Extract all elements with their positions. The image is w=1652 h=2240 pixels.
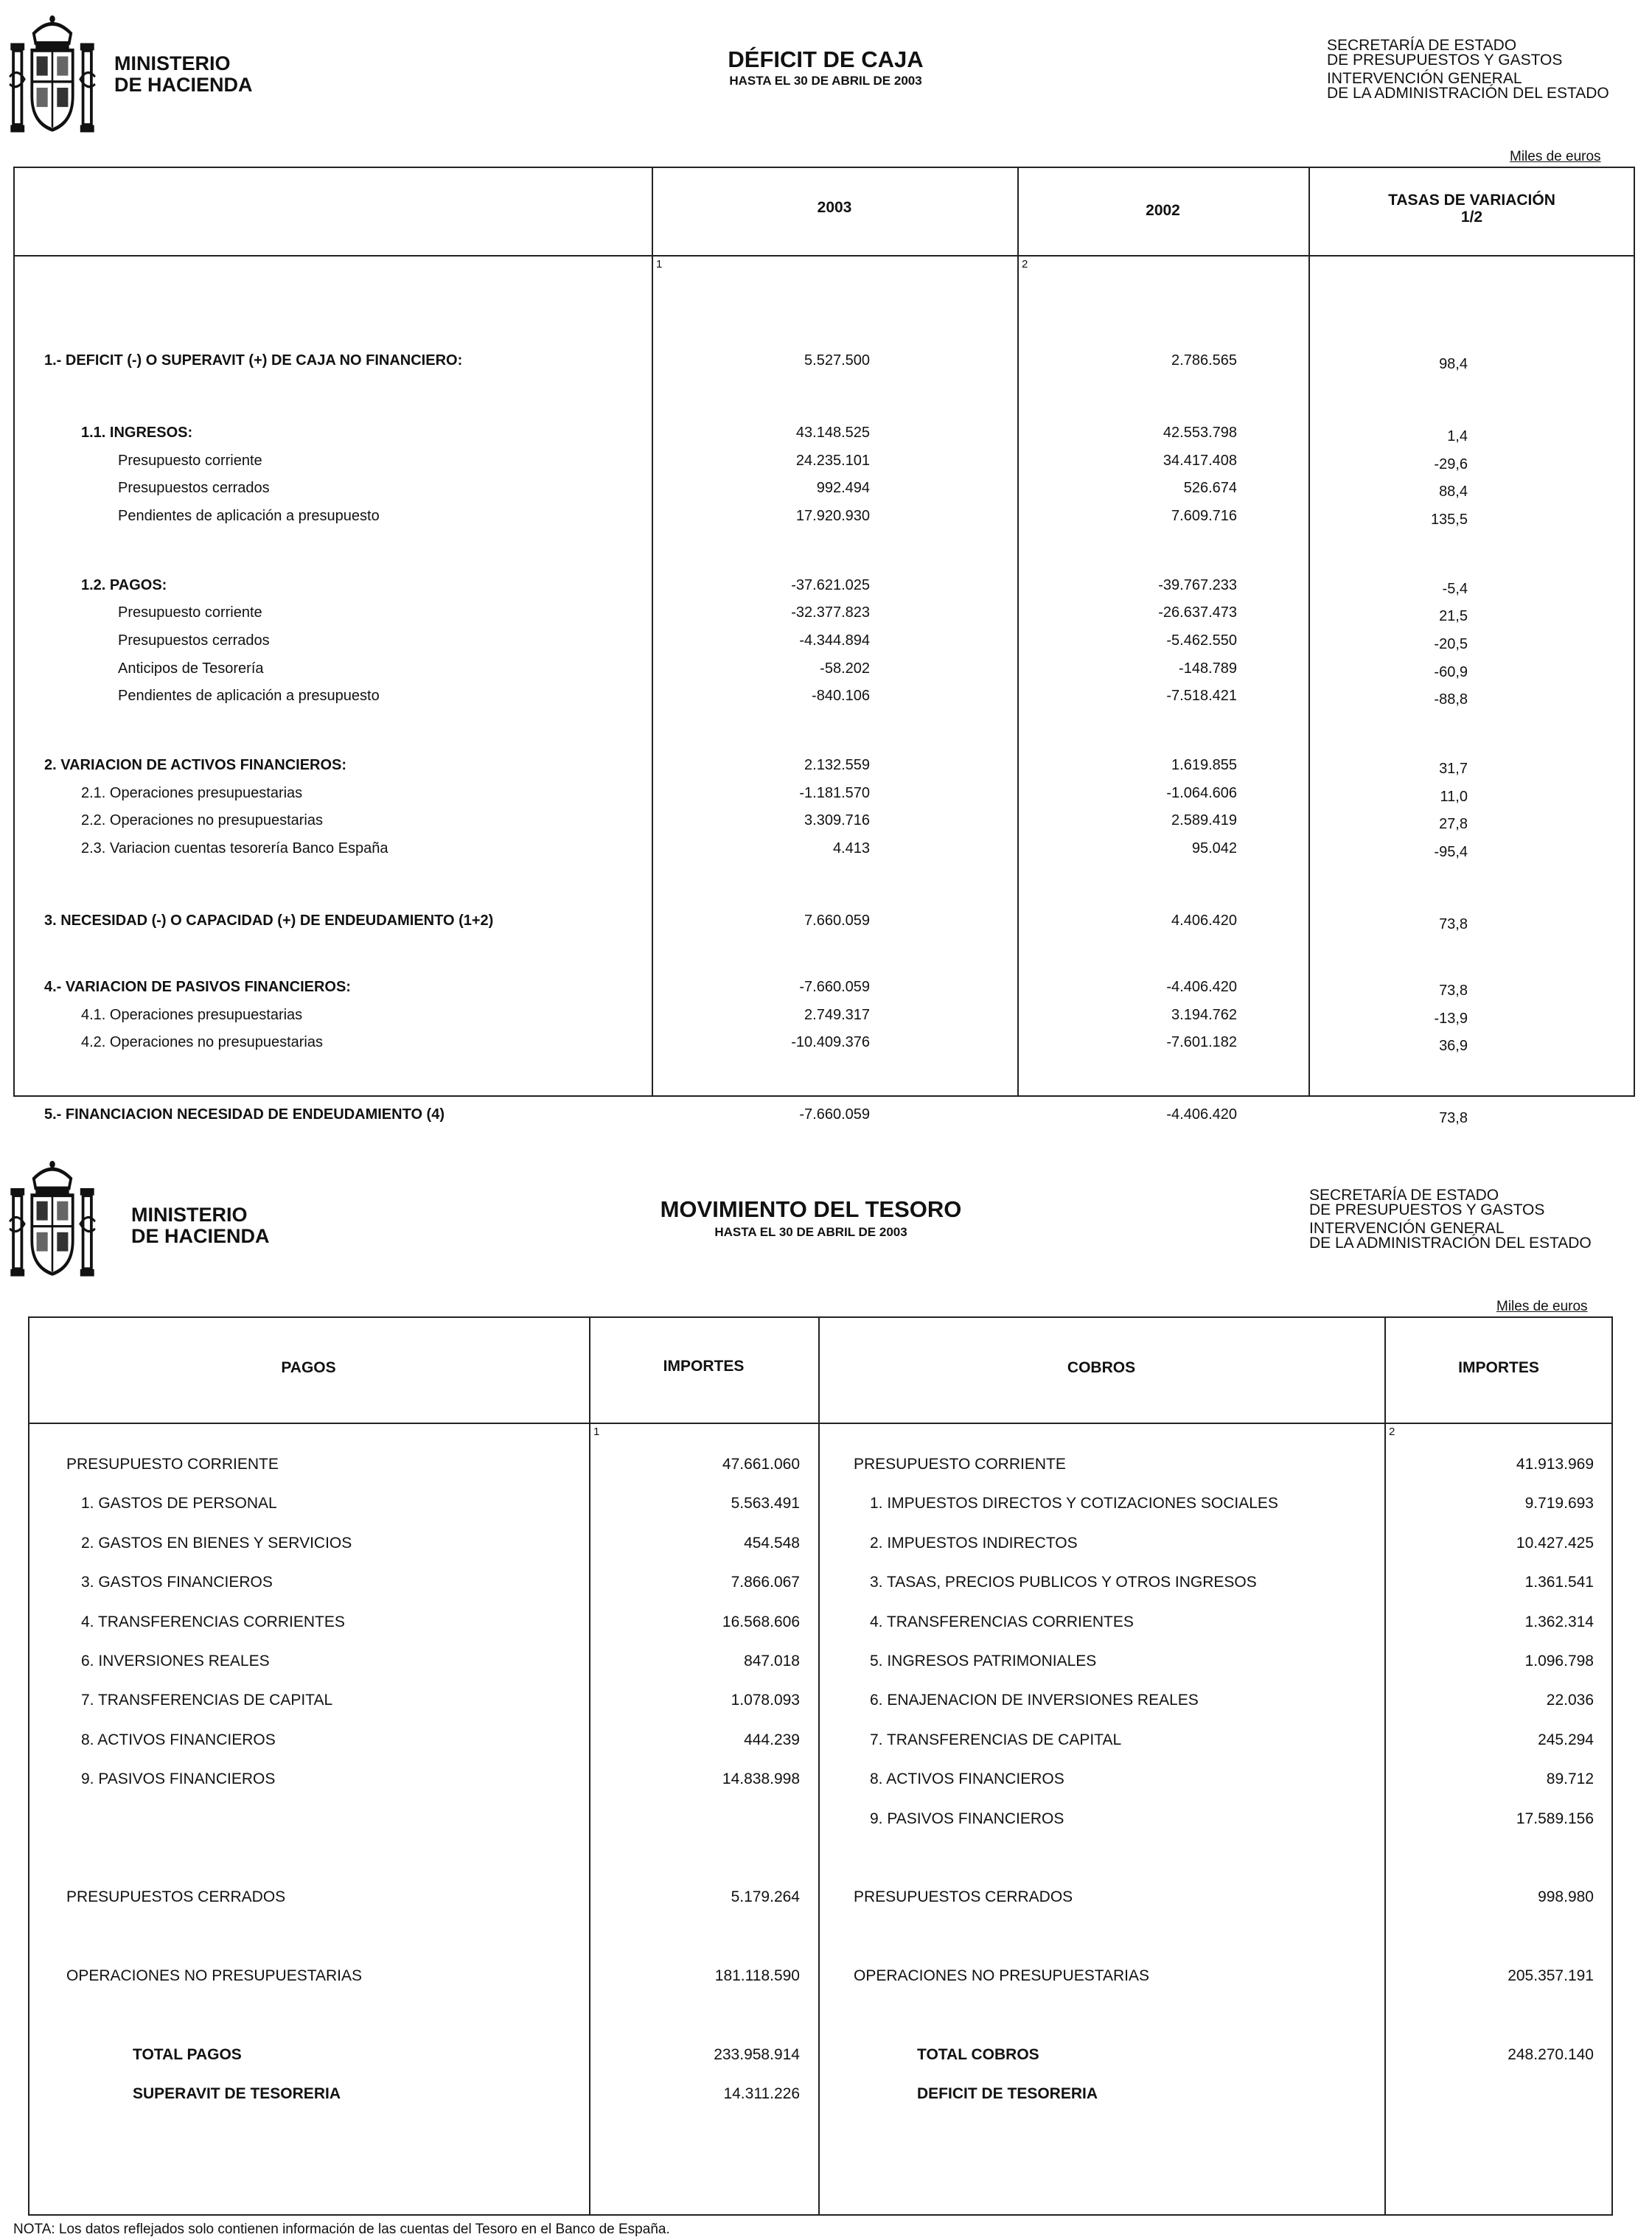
value-2002: -4.406.420 [1166, 1106, 1237, 1123]
row-label: 4.1. Operaciones presupuestarias [81, 1006, 303, 1023]
cobros-label: PRESUPUESTO CORRIENTE [854, 1456, 1066, 1473]
table-row [0, 1493, 1652, 1515]
value-2002: 7.609.716 [1171, 507, 1237, 524]
pagos-importe: 14.311.226 [723, 2085, 800, 2103]
cobros-label: TOTAL COBROS [917, 2046, 1039, 2063]
table-row [0, 910, 1652, 931]
agency-line-2: DE PRESUPUESTOS Y GASTOS [1327, 52, 1563, 69]
pagos-label: 9. PASIVOS FINANCIEROS [81, 1770, 276, 1788]
cobros-importe: 89.712 [1546, 1770, 1594, 1788]
value-tasa-variacion: -20,5 [1434, 635, 1468, 652]
agency-block [1327, 38, 1609, 101]
value-2002: 34.417.408 [1163, 452, 1237, 469]
ministry-line-2: DE HACIENDA [114, 74, 253, 96]
table-row [0, 1005, 1652, 1025]
table-row [0, 1965, 1652, 1987]
table-row [0, 1611, 1652, 1633]
table-row [0, 685, 1652, 706]
value-2002: 3.194.762 [1171, 1006, 1237, 1023]
table-row [0, 2083, 1652, 2105]
row-label: 2. VARIACION DE ACTIVOS FINANCIEROS: [44, 757, 347, 774]
value-2003: -32.377.823 [791, 604, 870, 621]
value-2003: -7.660.059 [799, 978, 870, 995]
ministry-line-2: DE HACIENDA [131, 1225, 270, 1247]
value-2003: -7.660.059 [799, 1106, 870, 1123]
table-row [0, 575, 1652, 596]
row-label: Pendientes de aplicación a presupuesto [118, 507, 380, 524]
row-label: 1.1. INGRESOS: [81, 424, 193, 441]
table-row [0, 1104, 1652, 1125]
value-2002: -148.789 [1179, 660, 1237, 677]
value-tasa-variacion: 88,4 [1439, 484, 1468, 500]
row-label: 2.1. Operaciones presupuestarias [81, 784, 303, 801]
table-row [0, 1571, 1652, 1594]
table-row [0, 1650, 1652, 1672]
header-2002: 2002 [1146, 202, 1180, 219]
value-2003: 17.920.930 [795, 507, 870, 524]
table-row [0, 783, 1652, 803]
header-cobros: COBROS [1067, 1359, 1136, 1376]
value-2002: -7.518.421 [1166, 688, 1237, 705]
table-row [0, 755, 1652, 778]
row-label: 3. NECESIDAD (-) O CAPACIDAD (+) DE ENDEUDAMIENTO (1+2) [44, 912, 494, 929]
value-tasa-variacion: 31,7 [1439, 761, 1468, 778]
pagos-importe: 181.118.590 [714, 1967, 800, 1985]
pagos-label: PRESUPUESTO CORRIENTE [66, 1456, 279, 1473]
value-2002: -26.637.473 [1158, 604, 1237, 621]
cobros-importe: 41.913.969 [1516, 1456, 1594, 1473]
pagos-label: 7. TRANSFERENCIAS DE CAPITAL [81, 1692, 333, 1709]
footnote: NOTA: Los datos reflejados solo contienen información de las cuentas del Tesoro en el Banco de España. [13, 2222, 670, 2237]
column-number-2: 2 [1389, 1426, 1395, 1438]
table-row [0, 810, 1652, 831]
pagos-label: 8. ACTIVOS FINANCIEROS [81, 1731, 276, 1748]
value-2003: 24.235.101 [795, 452, 870, 469]
pagos-label: 1. GASTOS DE PERSONAL [81, 1495, 277, 1512]
pagos-importe: 1.078.093 [731, 1692, 800, 1709]
row-label: 4.2. Operaciones no presupuestarias [81, 1034, 323, 1051]
ministry-name [114, 53, 253, 96]
pagos-label: OPERACIONES NO PRESUPUESTARIAS [66, 1967, 363, 1985]
pagos-importe: 5.179.264 [731, 1888, 800, 1906]
column-number-2: 2 [1022, 258, 1028, 271]
cobros-importe: 17.589.156 [1516, 1810, 1594, 1827]
agency-line-1: SECRETARÍA DE ESTADO [1327, 37, 1517, 54]
cobros-importe: 248.270.140 [1508, 2046, 1594, 2063]
value-2003: 7.660.059 [804, 912, 870, 929]
table-row [0, 1532, 1652, 1555]
table-row [0, 422, 1652, 443]
ministry-line-1: MINISTERIO [114, 52, 231, 74]
value-tasa-variacion: -60,9 [1434, 663, 1468, 680]
value-2002: 95.042 [1191, 840, 1237, 856]
table-row [0, 1729, 1652, 1751]
cobros-importe: 998.980 [1538, 1888, 1594, 1906]
table-row [0, 478, 1652, 498]
value-2002: -5.462.550 [1166, 632, 1237, 649]
value-2003: -10.409.376 [791, 1034, 870, 1051]
table-row [0, 450, 1652, 471]
value-2002: 1.619.855 [1171, 757, 1237, 774]
value-tasa-variacion: 135,5 [1430, 511, 1468, 528]
value-2002: -4.406.420 [1166, 978, 1237, 995]
row-label: Pendientes de aplicación a presupuesto [118, 688, 380, 705]
value-tasa-variacion: 73,8 [1439, 982, 1468, 999]
pagos-importe: 233.958.914 [714, 2046, 800, 2063]
value-2003: 2.132.559 [804, 757, 870, 774]
value-2003: 4.413 [832, 840, 870, 856]
value-2003: 992.494 [816, 480, 870, 497]
header-importes-cobros: IMPORTES [1458, 1359, 1539, 1376]
pagos-label: 2. GASTOS EN BIENES Y SERVICIOS [81, 1534, 352, 1552]
table-row [0, 602, 1652, 623]
table-row [0, 1808, 1652, 1830]
page-subtitle: HASTA EL 30 DE ABRIL DE 2003 [714, 1225, 907, 1239]
value-tasa-variacion: 21,5 [1439, 608, 1468, 625]
value-tasa-variacion: -5,4 [1442, 580, 1468, 597]
value-tasa-variacion: -13,9 [1434, 1010, 1468, 1027]
value-2002: -39.767.233 [1158, 576, 1237, 593]
cobros-label: 4. TRANSFERENCIAS CORRIENTES [870, 1613, 1134, 1630]
agency-line-1: SECRETARÍA DE ESTADO [1309, 1187, 1499, 1204]
pagos-label: 4. TRANSFERENCIAS CORRIENTES [81, 1613, 345, 1630]
units-label: Miles de euros [1496, 1299, 1588, 1314]
value-tasa-variacion: -88,8 [1434, 691, 1468, 708]
cobros-importe: 1.096.798 [1524, 1653, 1594, 1669]
table-row [0, 1689, 1652, 1712]
value-2002: 2.786.565 [1171, 352, 1237, 369]
value-2002: 42.553.798 [1163, 424, 1237, 441]
row-label: 5.- FINANCIACION NECESIDAD DE ENDEUDAMIENTO (4) [44, 1106, 445, 1123]
page-title: MOVIMIENTO DEL TESORO [660, 1196, 962, 1222]
row-label: 2.3. Variacion cuentas tesorería Banco España [81, 840, 388, 856]
value-tasa-variacion: -29,6 [1434, 456, 1468, 472]
cobros-importe: 9.719.693 [1524, 1495, 1594, 1512]
agency-line-3: INTERVENCIÓN GENERAL [1327, 70, 1522, 87]
table-row [0, 350, 1652, 371]
cobros-label: 5. INGRESOS PATRIMONIALES [870, 1653, 1097, 1669]
cobros-label: 7. TRANSFERENCIAS DE CAPITAL [870, 1731, 1122, 1748]
header-importes-pagos: IMPORTES [663, 1358, 745, 1375]
table-row [0, 630, 1652, 651]
row-label: Presupuestos cerrados [118, 632, 270, 649]
row-label: 1.- DEFICIT (-) O SUPERAVIT (+) DE CAJA NO FINANCIERO: [44, 352, 463, 369]
pagos-importe: 47.661.060 [722, 1456, 800, 1473]
value-2003: -840.106 [812, 688, 870, 705]
table-row [0, 2044, 1652, 2066]
cobros-label: DEFICIT DE TESORERIA [917, 2085, 1098, 2103]
cobros-label: 1. IMPUESTOS DIRECTOS Y COTIZACIONES SOCIALES [870, 1495, 1278, 1512]
cobros-importe: 205.357.191 [1508, 1967, 1594, 1985]
value-2002: 4.406.420 [1171, 912, 1237, 929]
table-row [0, 838, 1652, 859]
header-pagos: PAGOS [281, 1359, 336, 1376]
pagos-label: PRESUPUESTOS CERRADOS [66, 1888, 286, 1906]
header-tasas-variacion [1308, 192, 1635, 226]
header-tasas-line-2: 1/2 [1460, 209, 1483, 226]
value-2003: -37.621.025 [791, 576, 870, 593]
row-label: Presupuestos cerrados [118, 480, 270, 497]
pagos-importe: 454.548 [744, 1534, 800, 1552]
row-label: Presupuesto corriente [118, 452, 262, 469]
pagos-importe: 7.866.067 [731, 1574, 800, 1591]
cobros-label: 3. TASAS, PRECIOS PUBLICOS Y OTROS INGRESOS [870, 1574, 1257, 1591]
pagos-importe: 444.239 [744, 1731, 800, 1748]
ministry-name [131, 1204, 270, 1247]
value-2003: 2.749.317 [804, 1006, 870, 1023]
table-row [0, 977, 1652, 997]
table-row [0, 1886, 1652, 1908]
page-title: DÉFICIT DE CAJA [728, 46, 924, 72]
agency-line-4: DE LA ADMINISTRACIÓN DEL ESTADO [1327, 85, 1609, 102]
ministry-line-1: MINISTERIO [131, 1204, 248, 1226]
table-row [0, 1768, 1652, 1790]
page-subtitle: HASTA EL 30 DE ABRIL DE 2003 [729, 74, 922, 88]
value-tasa-variacion: 11,0 [1440, 788, 1468, 805]
header-divider [13, 255, 1635, 257]
cobros-label: PRESUPUESTOS CERRADOS [854, 1888, 1073, 1906]
pagos-label: TOTAL PAGOS [133, 2046, 242, 2063]
value-tasa-variacion: 27,8 [1439, 816, 1468, 833]
value-2002: 526.674 [1183, 480, 1237, 497]
pagos-importe: 14.838.998 [722, 1770, 800, 1788]
value-tasa-variacion: -95,4 [1434, 843, 1468, 860]
pagos-label: 3. GASTOS FINANCIEROS [81, 1574, 273, 1591]
pagos-label: 6. INVERSIONES REALES [81, 1653, 270, 1669]
column-divider-3 [1384, 1316, 1386, 2216]
value-2003: 43.148.525 [795, 424, 870, 441]
column-number-1: 1 [656, 258, 663, 271]
pagos-label: SUPERAVIT DE TESORERIA [133, 2085, 341, 2103]
table-row [0, 506, 1652, 526]
header-tasas-line-1: TASAS DE VARIACIÓN [1388, 192, 1555, 209]
value-tasa-variacion: 36,9 [1439, 1038, 1468, 1055]
value-tasa-variacion: 1,4 [1447, 428, 1468, 444]
cobros-importe: 1.361.541 [1524, 1574, 1594, 1591]
value-tasa-variacion: 73,8 [1439, 1109, 1468, 1126]
value-2003: -58.202 [820, 660, 870, 677]
pagos-importe: 16.568.606 [722, 1613, 800, 1630]
cobros-importe: 245.294 [1538, 1731, 1594, 1748]
table-row [0, 1032, 1652, 1053]
coat-of-arms-icon [6, 12, 99, 137]
value-2002: -7.601.182 [1166, 1034, 1237, 1051]
table-row [0, 1454, 1652, 1476]
row-label: 4.- VARIACION DE PASIVOS FINANCIEROS: [44, 978, 351, 995]
row-label: Anticipos de Tesorería [118, 660, 264, 677]
value-tasa-variacion: 73,8 [1439, 915, 1468, 932]
agency-line-3: INTERVENCIÓN GENERAL [1309, 1220, 1505, 1237]
value-tasa-variacion: 98,4 [1439, 356, 1468, 373]
value-2002: -1.064.606 [1166, 784, 1237, 801]
units-label: Miles de euros [1510, 149, 1601, 164]
agency-line-2: DE PRESUPUESTOS Y GASTOS [1309, 1201, 1545, 1218]
value-2002: 2.589.419 [1171, 812, 1237, 829]
cobros-importe: 10.427.425 [1516, 1534, 1594, 1552]
header-divider [28, 1423, 1613, 1424]
cobros-label: 8. ACTIVOS FINANCIEROS [870, 1770, 1064, 1788]
value-2003: 3.309.716 [804, 812, 870, 829]
value-2003: 5.527.500 [804, 352, 870, 369]
row-label: Presupuesto corriente [118, 604, 262, 621]
value-2003: -4.344.894 [799, 632, 870, 649]
cobros-label: 6. ENAJENACION DE INVERSIONES REALES [870, 1692, 1199, 1709]
coat-of-arms-icon [6, 1157, 99, 1281]
header-2003: 2003 [817, 199, 852, 216]
cobros-importe: 22.036 [1546, 1692, 1594, 1709]
tesoro-table [28, 1316, 1613, 2216]
agency-block [1309, 1188, 1592, 1251]
table-row [0, 658, 1652, 679]
cobros-importe: 1.362.314 [1524, 1613, 1594, 1630]
cobros-label: 2. IMPUESTOS INDIRECTOS [870, 1534, 1078, 1552]
cobros-label: 9. PASIVOS FINANCIEROS [870, 1810, 1064, 1827]
cobros-label: OPERACIONES NO PRESUPUESTARIAS [854, 1967, 1150, 1985]
value-2003: -1.181.570 [799, 784, 870, 801]
pagos-importe: 847.018 [744, 1653, 800, 1669]
agency-line-4: DE LA ADMINISTRACIÓN DEL ESTADO [1309, 1235, 1592, 1252]
column-divider-2 [818, 1316, 820, 2216]
column-divider-1 [589, 1316, 590, 2216]
row-label: 2.2. Operaciones no presupuestarias [81, 812, 323, 829]
column-number-1: 1 [593, 1426, 600, 1438]
row-label: 1.2. PAGOS: [81, 576, 167, 593]
pagos-importe: 5.563.491 [731, 1495, 800, 1512]
